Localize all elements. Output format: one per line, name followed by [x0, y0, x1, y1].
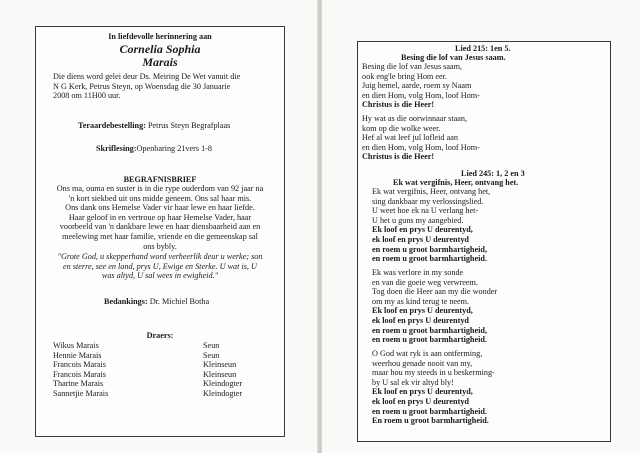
verse-refrain: En roem u groot barmhartigheid.: [372, 416, 489, 426]
bearers-heading: Draers:: [146, 331, 174, 340]
funeral-letter: [38, 184, 282, 251]
verse-refrain: Ek loof en prys U deurentyd,: [372, 306, 473, 316]
verse-line: U weet hoe ek na U verlang het-: [372, 206, 479, 216]
bearer-relation: Kleinseun: [203, 360, 237, 370]
bearer-name: Tharine Marais: [53, 379, 104, 389]
letter-line: meelewing met haar familie, vriende en die gemeenskap sal: [62, 231, 258, 241]
verse-line: maar hou my steeds in u beskerming-: [372, 368, 495, 378]
bearer-name: Hennie Marais: [53, 350, 102, 360]
verse-line: sing dankbaar my verlossingslied.: [372, 196, 484, 206]
verse-line: Ek was verlore in my sonde: [372, 268, 464, 277]
bearer-row: [53, 351, 278, 361]
hymn2-verse3: [372, 349, 495, 426]
service-line: Die diens word gelei deur Ds. Meiring De Wet vanuit die: [53, 72, 241, 81]
verse-refrain: Ek loof en prys U deurentyd,: [372, 225, 473, 235]
verse-line: Tog doen die Heer aan my die wonder: [372, 287, 498, 297]
verse-line: by U sal ek vir altyd bly!: [372, 377, 454, 387]
verse-line: Besing die lof van Jesus saam,: [362, 62, 463, 71]
burial-line: [78, 121, 230, 131]
letter-line: ons bybly.: [143, 241, 177, 251]
hymn2-verse2: [372, 268, 497, 345]
hymn2-verse1: [372, 187, 490, 264]
service-details: [53, 72, 281, 101]
scripture-quote: [38, 252, 282, 281]
bearer-row: [53, 370, 278, 380]
verse-refrain: Christus is die Heer!: [362, 100, 435, 110]
verse-refrain: en roem u groot barmhartigheid.: [372, 254, 487, 264]
bearer-name: Sannetjie Marais: [53, 388, 109, 398]
verse-refrain: en roem u groot barmhartigheid.: [372, 406, 487, 416]
bearer-row: [53, 389, 278, 399]
thanks-line: [104, 297, 209, 307]
bearer-name: Francois Marais: [53, 360, 106, 370]
hymn1-subtitle: Besing die lof van Jesus saam.: [401, 53, 506, 62]
verse-refrain: ek loof en prys U deurentyd: [372, 396, 469, 406]
thanks-label: Bedankings:: [104, 297, 148, 306]
letter-line: 'n kort siekbed uit ons midde geneem. Ons sal haar mis.: [68, 193, 252, 203]
letter-line: Ons dank ons Hemelse Vader vir haar lewe en haar liefde.: [65, 203, 255, 213]
memorial-heading: In liefdevolle herinnering aan: [108, 32, 212, 41]
bearer-relation: Kleindogter: [203, 388, 243, 398]
verse-refrain: Ek loof en prys U deurentyd,: [372, 387, 473, 397]
bearer-relation: Kleinseun: [203, 369, 237, 379]
quote-line: was altyd, U sal wees in ewigheid.": [101, 271, 219, 281]
bearer-relation: Kleindogter: [203, 379, 243, 389]
service-line: 2008 om 11H00 uur.: [53, 91, 121, 101]
burial-place: Petrus Steyn Begrafplaas: [145, 121, 231, 130]
thanks-name: Dr. Michiel Botha: [147, 297, 210, 306]
verse-line: kom op die wolke weer.: [362, 123, 441, 133]
verse-refrain: Christus is die Heer!: [362, 152, 435, 162]
bearer-row: [53, 379, 278, 389]
verse-line: ook eng'le bring Hom eer.: [362, 71, 447, 81]
bearer-row: [53, 341, 278, 351]
verse-refrain: ek loof en prys U deurentyd: [372, 315, 469, 325]
verse-refrain: en roem u groot barmhartigheid.: [372, 335, 487, 345]
verse-line: Hef al wat leef jul lofleid aan: [362, 133, 458, 143]
verse-refrain: en roem u groot barmhartigheid,: [372, 244, 487, 254]
reading-passage: Openbaring 21vers 1-8: [136, 144, 212, 153]
verse-line: Ek wat vergifnis, Heer, ontvang het,: [372, 187, 491, 196]
verse-refrain: en roem u groot barmhartigheid,: [372, 325, 487, 335]
letter-line: Ons ma, ouma en suster is in die rype ouderdom van 92 jaar na: [56, 184, 264, 193]
verse-line: U het u guns my aangebied.: [372, 215, 464, 225]
bearer-relation: Seun: [203, 341, 220, 350]
verse-line: weerhou genade nooit van my,: [372, 358, 473, 368]
hymn2-title: Lied 245: 1, 2 en 3: [461, 169, 525, 178]
verse-line: om my as kind terug te neem.: [372, 296, 470, 306]
verse-refrain: ek loof en prys U deurentyd: [372, 234, 469, 244]
deceased-surname: Marais: [142, 55, 178, 69]
verse-line: en dien Hom, volg Hom, loof Hom-: [362, 142, 480, 152]
verse-line: Juig hemel, aarde, roem sy Naam: [362, 81, 472, 91]
verse-line: O God wat ryk is aan ontferming,: [372, 349, 483, 358]
hymn1-verse2: [362, 114, 480, 162]
quote-line: "Grote God, u skepperhand word verheerlik deur u werke; son: [57, 252, 263, 261]
reading-label: Skriflesing:: [96, 144, 137, 153]
verse-line: en van die goeie weg verwreem.: [372, 277, 478, 287]
bearer-row: [53, 360, 278, 370]
hymn1-verse1: [362, 62, 480, 110]
bearer-name: Francois Marais: [53, 369, 106, 379]
burial-label: Teraardebestelling:: [78, 121, 146, 130]
funeral-letter-heading: BEGRAFNISBRIEF: [123, 175, 197, 184]
bearer-relation: Seun: [203, 350, 220, 360]
bearers-list: [53, 341, 278, 399]
quote-line: en sterre, see en land, prys U, Ewige en Sterke. U wat is, U: [63, 261, 257, 271]
verse-line: en dien Hom, volg Hom, loof Hom-: [362, 90, 480, 100]
letter-line: Haar geloof in en vertroue op haar Hemelse Vader, haar: [68, 212, 252, 222]
verse-line: Hy wat as die oorwinnaar staan,: [362, 114, 468, 123]
deceased-first-names: Cornelia Sophia: [119, 42, 201, 56]
service-line: N G Kerk, Petrus Steyn, op Woensdag die 30 Januarie: [53, 81, 231, 91]
bearer-name: Wikus Marais: [53, 341, 99, 350]
letter-line: voorbeeld van 'n dankbare lewe en haar diensbaarheid aan en: [59, 222, 261, 232]
hymn1-title: Lied 215: 1en 5.: [455, 44, 511, 53]
hymn2-subtitle: Ek wat vergifnis, Heer, ontvang het.: [393, 178, 519, 187]
reading-line: [96, 144, 212, 154]
